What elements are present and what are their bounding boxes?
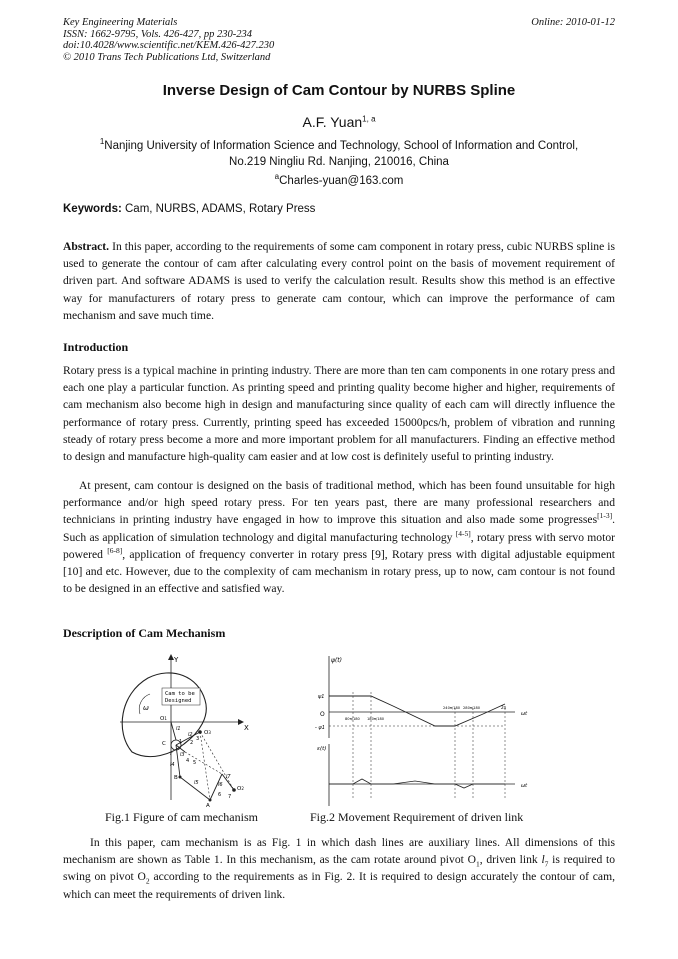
intro-p2d: , application of frequency converter in rotary press [9], Rotary press with digital adjustable equipment [10] and etc. However, due to the complexity of cam mechanism in rotary press, up to now, cam contour is not found to be designed in an effective and satisfied way. <box>63 547 615 596</box>
fig2-tick-3: 240π/180 <box>443 706 461 710</box>
affiliation-line2: No.219 Ningliu Rd. Nanjing, 210016, China <box>229 156 449 168</box>
abstract <box>63 238 615 324</box>
o1-label: O1 <box>160 716 167 722</box>
cam-label-2: Designed <box>165 698 192 704</box>
affiliation <box>0 138 678 170</box>
point-r-label: r <box>170 751 173 757</box>
joint-1: 1 <box>179 739 183 745</box>
aux-dash-1 <box>200 732 234 790</box>
fig2-t-label-top: ωt <box>521 711 528 717</box>
joint-7: 7 <box>228 794 232 800</box>
omega-label: ω <box>143 704 149 712</box>
email-address: Charles-yuan@163.com <box>279 175 404 187</box>
abstract-label: Abstract. <box>63 240 110 253</box>
fig2-tick-2: 180π/180 <box>367 717 385 721</box>
author-name: A.F. Yuan <box>302 114 363 130</box>
intro-p2c: , rotary press with servo motor powered <box>63 530 615 561</box>
fig2-movement-requirement <box>315 652 545 808</box>
fig2-eps-label: ε(t) <box>317 746 327 752</box>
pivot-o3 <box>198 730 202 734</box>
o3-label: O3 <box>204 730 211 736</box>
author-line <box>0 114 678 130</box>
fig2-tick-1: 80π/180 <box>345 717 360 721</box>
fig2-caption: Fig.2 Movement Requirement of driven link <box>310 810 524 824</box>
l5-label: l5 <box>194 780 199 786</box>
fig2-origin: O <box>320 711 325 718</box>
journal-name: Key Engineering Materials <box>63 17 178 28</box>
fig2-psi2: - ψ1 <box>315 725 325 731</box>
fig2-t-label-bottom: ωt <box>521 783 528 789</box>
intro-p2a: At present, cam contour is designed on the basis of traditional method, which has been found unsuitable for high performance and/or high speed rotary press. For ten years past, there are many professional researchers and technicians in printing industry have engaged in how to improve this situation and also made some progresses <box>63 479 615 527</box>
issn-line: ISSN: 1662-9795, Vols. 426-427, pp 230-234 <box>63 28 252 40</box>
l1-label: l1 <box>176 726 181 732</box>
description-paragraph: In this paper, cam mechanism is as Fig. 1 in which dash lines are auxiliary lines. All dimensions of this mechanism are shown as Table 1. In this mechanism, as the cam rotate around pivot $O_1$, driven link $l_7$ is required to swing on pivot $O_2$ according to the requirements as in Fig. 2. It is required to design accurately the contour of cam, which can meet the requirements of driven link. <box>63 836 615 901</box>
doi-line: doi:10.4028/www.scientific.net/KEM.426-427.230 <box>63 40 275 51</box>
journal-header <box>63 17 615 63</box>
fig2-psi-label: ψ(t) <box>331 657 342 664</box>
fig1-cam-mechanism <box>110 652 270 808</box>
l3-label: l3 <box>180 752 185 758</box>
point-b-label: B <box>174 775 178 781</box>
point-a <box>209 799 212 802</box>
fig1-y-label: Y <box>174 656 179 664</box>
fig2-tick-4: 280π/180 <box>463 706 481 710</box>
l4-label: l4 <box>170 762 175 768</box>
email-sup: a <box>274 172 280 182</box>
fig2-psi1: ψ1 <box>318 694 325 700</box>
description-heading: Description of Cam Mechanism <box>63 626 226 640</box>
fig2-tick-5: 2π <box>501 705 506 710</box>
joint-2: 2 <box>190 740 194 746</box>
intro-p2b: . Such as application of simulation technology and digital manufacturing technology <box>63 513 615 544</box>
keywords-label: Keywords: <box>63 203 122 215</box>
intro-paragraph-1 <box>63 362 615 465</box>
online-date: Online: 2010-01-12 <box>531 17 615 28</box>
joint-5: 5 <box>193 760 197 766</box>
copyright-line: © 2010 Trans Tech Publications Ltd, Switzerland <box>63 51 271 63</box>
point-b <box>179 776 182 779</box>
fig1-caption: Fig.1 Figure of cam mechanism <box>105 810 258 824</box>
l6-label: l6 <box>218 782 223 788</box>
intro-heading: Introduction <box>63 340 129 354</box>
intro-paragraph-2 <box>63 477 615 597</box>
cam-label-1: Cam to be <box>165 691 195 697</box>
ref-6-8: [6-8] <box>107 545 123 555</box>
email-line <box>0 172 678 187</box>
l7-label: l7 <box>226 774 231 780</box>
figures-area <box>110 652 550 808</box>
ref-4-5: [4-5] <box>455 528 471 538</box>
o2-label: O2 <box>237 786 244 792</box>
joint-4: 4 <box>186 758 190 764</box>
aux-dash-3 <box>200 732 210 800</box>
paper-title: Inverse Design of Cam Contour by NURBS Spline <box>162 82 516 99</box>
intro-p1-text: Rotary press is a typical machine in printing industry. There are more than ten cam components in one rotary press and each one play a particular function. As printing speed and printing quality become higher and higher, requirements of cam mechanism also become high in design and manufacturing since quality of each cam will directly influence the performance of rotary press. Currently, printing speed has exceeded 15000pcs/h, problem of vibration and running steady of rotary press become a more and more important problem for all manufacturers. Finding an effective method to design and manufacture high-quality cam easier and at low cost is definitely useful to printing industry. <box>63 364 615 464</box>
aux-dash-2 <box>185 752 222 774</box>
pivot-o2 <box>232 788 236 792</box>
author-sup: 1, a <box>362 114 376 124</box>
point-a-label: A <box>206 803 210 808</box>
ref-1-3: [1-3] <box>597 511 613 521</box>
point-c-label: C <box>162 741 166 747</box>
joint-3: 3 <box>196 736 200 742</box>
fig1-x-label: X <box>244 724 249 732</box>
keywords <box>63 203 615 215</box>
keywords-text: Cam, NURBS, ADAMS, Rotary Press <box>125 203 316 215</box>
affiliation-line1: Nanjing University of Information Science and Technology, School of Information and Control, <box>104 140 579 152</box>
fig2-psi-curve <box>329 696 505 726</box>
l2-label: l2 <box>188 732 193 738</box>
joint-6: 6 <box>218 792 222 798</box>
affiliation-sup: 1 <box>99 137 105 147</box>
fig2-eps-curve <box>329 779 505 788</box>
abstract-text: In this paper, according to the requirements of some cam component in rotary press, cubic NURBS spline is used to generate the contour of cam after calculating every control point on the basis of movement requirement of driven part. And software ADAMS is used to verify the calculation result. Results show this method is an effective way for manufacturers of rotary press to generate cam contour, which can improve the performance of cam mechanism and save much time. <box>63 240 615 322</box>
